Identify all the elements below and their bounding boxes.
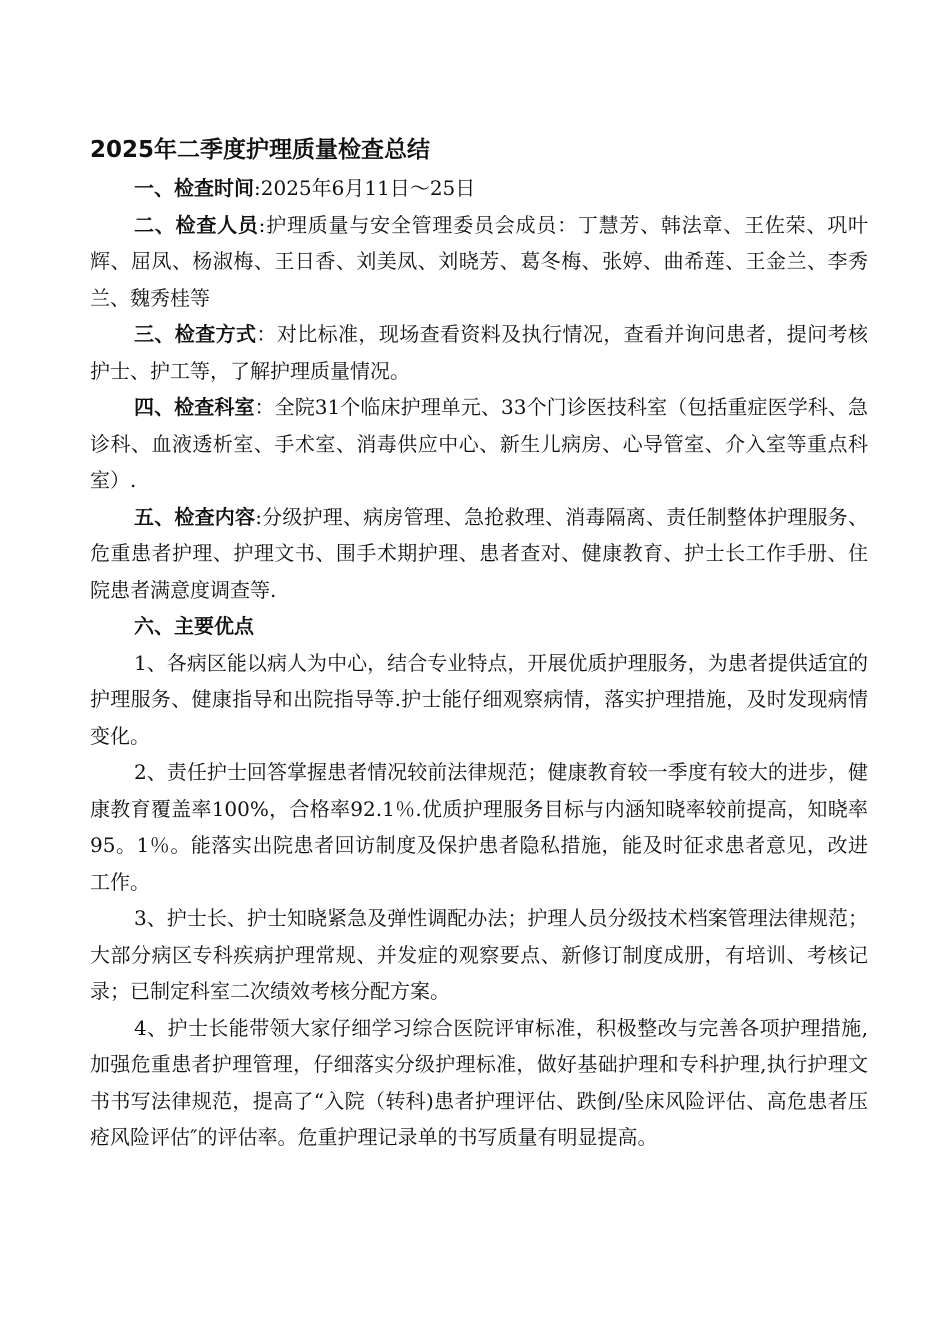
advantages-heading [90,608,868,645]
section-inspection-time [90,170,868,207]
section-inspection-content [90,499,868,609]
document-page [90,130,868,1156]
section-text: 分级护理、病房管理、急抢救理、消毒隔离、责任制整体护理服务、危重患者护理、护理文书、围手术期护理、患者查对、健康教育、护士长工作手册、住院患者满意度调查等. [90,504,869,602]
section-separator: ： [254,395,275,419]
section-label: 六、主要优点 [134,614,254,638]
section-inspection-method [90,316,868,389]
section-label: 四、检查科室 [134,395,255,419]
advantage-item-2: 2、责任护士回答掌握患者情况较前法律规范；健康教育较一季度有较大的进步，健康教育覆盖率100%，合格率92.1％.优质护理服务目标与内涵知晓率较前提高，知晓率95。1％。能落实出院患者回访制度及保护患者隐私措施，能及时征求患者意见，改进工作。 [90,760,868,894]
section-text: 全院31个临床护理单元、33个门诊医技科室（包括重症医学科、急诊科、血液透析室、手术室、消毒供应中心、新生儿病房、心导管室、介入室等重点科室）. [90,395,868,492]
section-inspectors [90,207,868,317]
section-text: 护理质量与安全管理委员会成员：丁慧芳、韩法章、王佐荣、巩叶辉、屈凤、杨淑梅、王日香、刘美凤、刘晓芳、葛冬梅、张婷、曲希莲、王金兰、李秀兰、魏秀桂等 [90,212,869,310]
section-text: 2025年6月11日～25日 [260,176,476,200]
section-separator: : [258,212,266,237]
advantage-item-3: 3、护士长、护士知晓紧急及弹性调配办法；护理人员分级技术档案管理法律规范；大部分病区专科疾病护理常规、并发症的观察要点、新修订制度成册，有培训、考核记录；已制定科室二次绩效考核分配方案。 [90,906,868,1003]
advantage-item-4: 4、护士长能带领大家仔细学习综合医院评审标准，积极整改与完善各项护理措施,加强危重患者护理管理，仔细落实分级护理标准，做好基础护理和专科护理,执行护理文书书写法律规范，提高了“入院（转科)患者护理评估、跌倒/坠床风险评估、高危患者压疮风险评估″的评估率。危重护理记录单的书写质量有明显提高。 [90,1015,868,1149]
advantage-item-1: 1、各病区能以病人为中心，结合专业特点，开展优质护理服务，为患者提供适宜的护理服务、健康指导和出院指导等.护士能仔细观察病情，落实护理措施，及时发现病情变化。 [90,650,868,748]
section-label: 二、检查人员 [134,212,259,237]
document-title: 2025年二季度护理质量检查总结 [90,137,431,163]
section-separator: : [254,176,261,200]
section-text: 对比标准，现场查看资料及执行情况，查看并询问患者，提问考核护士、护工等，了解护理质量情况。 [90,322,869,383]
section-label: 一、检查时间 [134,176,254,200]
section-inspected-departments [90,389,868,499]
section-label: 五、检查内容 [134,504,256,529]
section-label: 三、检查方式 [134,322,257,346]
section-separator: : [255,504,262,529]
section-separator: ： [256,322,277,346]
